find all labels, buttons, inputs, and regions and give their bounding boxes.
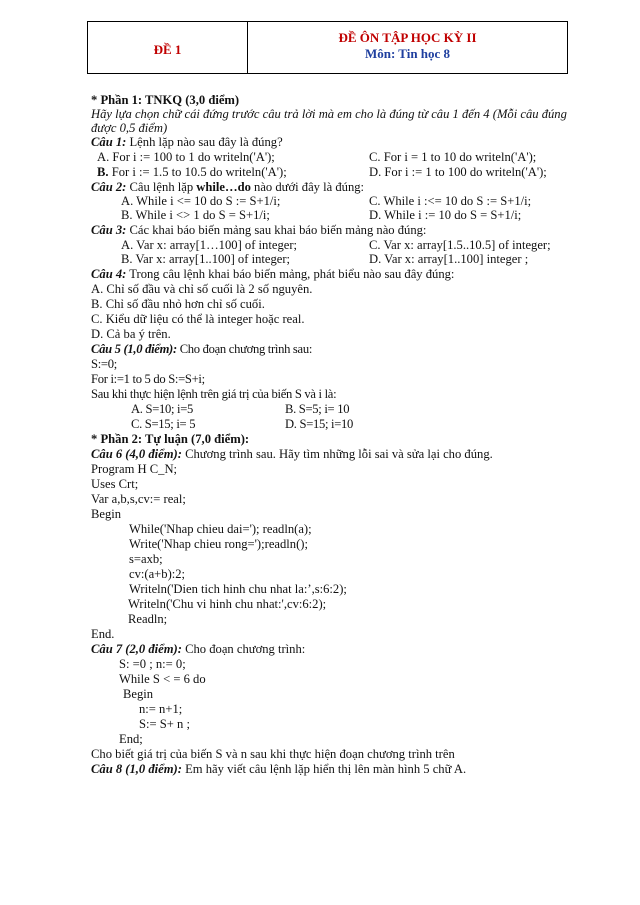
text-run: Câu 1: bbox=[91, 135, 127, 149]
text-line: D. For i := 1 to 100 do writeln('A'); bbox=[369, 165, 547, 179]
text-run: Trong câu lệnh khai báo biến mảng, phát biểu nào sau đây đúng: bbox=[126, 267, 455, 281]
text-line: C. For i = 1 to 10 do writeln('A'); bbox=[369, 150, 537, 164]
text-run: Câu 7 (2,0 điểm): bbox=[91, 642, 182, 656]
text-run: Chương trình sau. Hãy tìm những lỗi sai và sửa lại cho đúng. bbox=[181, 447, 493, 461]
text-line bbox=[91, 267, 454, 281]
text-run: For i := 1.5 to 10.5 do writeln('A'); bbox=[108, 165, 287, 179]
text-run: Lệnh lặp nào sau đây là đúng? bbox=[126, 135, 283, 149]
text-line: S:= S+ n ; bbox=[139, 717, 190, 731]
text-line: B. While i <> 1 do S = S+1/i; bbox=[121, 208, 270, 222]
text-run: nào dưới đây là đúng: bbox=[250, 180, 365, 194]
text-line: Var a,b,s,cv:= real; bbox=[91, 492, 186, 506]
text-line: A. Chỉ số đầu và chỉ số cuối là 2 số nguyên. bbox=[91, 282, 313, 296]
text-line bbox=[97, 165, 287, 179]
text-line: B. Chỉ số đầu nhỏ hơn chỉ số cuối. bbox=[91, 297, 265, 311]
text-run: Câu lệnh lặp bbox=[126, 180, 197, 194]
text-run: Câu 2: bbox=[91, 180, 127, 194]
text-line bbox=[91, 762, 466, 776]
text-line: While S < = 6 do bbox=[119, 672, 206, 686]
text-line: A. S=10; i=5 bbox=[131, 402, 194, 416]
text-line: Writeln('Chu vi hinh chu nhat:',cv:6:2); bbox=[128, 597, 327, 611]
text-line: D. Var x: array[1..100] integer ; bbox=[369, 252, 529, 266]
text-line bbox=[91, 447, 493, 461]
text-line bbox=[91, 135, 283, 149]
text-line: S: =0 ; n:= 0; bbox=[119, 657, 186, 671]
text-line: A. Var x: array[1…100] of integer; bbox=[121, 238, 298, 252]
text-line: Begin bbox=[123, 687, 154, 701]
text-run: Các khai báo biến mảng sau khai báo biến mảng nào đúng: bbox=[126, 223, 427, 237]
text-line: * Phần 2: Tự luận (7,0 điểm): bbox=[91, 432, 250, 446]
text-line bbox=[91, 342, 312, 356]
text-run: Cho đoạn chương trình: bbox=[181, 642, 306, 656]
text-run: Câu 8 (1,0 điểm): bbox=[91, 762, 182, 776]
text-line: C. S=15; i= 5 bbox=[131, 417, 196, 431]
text-run: while…do bbox=[196, 180, 251, 194]
text-run: Câu 5 (1,0 điểm): bbox=[91, 342, 177, 356]
text-line: Write('Nhap chieu rong=');readln(); bbox=[129, 537, 308, 551]
exam-subject: Môn: Tin học 8 bbox=[364, 46, 451, 61]
text-line: cv:(a+b):2; bbox=[129, 567, 186, 581]
exam-header-box bbox=[87, 21, 568, 74]
text-line bbox=[91, 642, 305, 656]
text-line: While('Nhap chieu dai='); readln(a); bbox=[129, 522, 312, 536]
text-line: For i:=1 to 5 do S:=S+i; bbox=[91, 372, 205, 386]
text-run: Em hãy viết câu lệnh lặp hiển thị lên màn hình 5 chữ A. bbox=[181, 762, 467, 776]
text-line: s=axb; bbox=[129, 552, 163, 566]
text-run: Câu 6 (4,0 điểm): bbox=[91, 447, 182, 461]
text-line: C. Kiểu dữ liệu có thể là integer hoặc real. bbox=[91, 312, 305, 326]
text-line: * Phần 1: TNKQ (3,0 điểm) bbox=[91, 93, 240, 107]
text-line: Sau khi thực hiện lệnh trên giá trị của biến S và i là: bbox=[91, 387, 337, 401]
text-line: Program H C_N; bbox=[91, 462, 178, 476]
text-line: được 0,5 điểm) bbox=[91, 121, 168, 135]
text-run: Câu 4: bbox=[91, 267, 127, 281]
text-run: Cho đoạn chương trình sau: bbox=[176, 342, 313, 356]
text-line: A. While i <= 10 do S := S+1/i; bbox=[121, 194, 281, 208]
text-line: D. S=15; i=10 bbox=[285, 417, 354, 431]
text-line: Begin bbox=[91, 507, 122, 521]
text-line bbox=[91, 180, 364, 194]
exam-title-block bbox=[248, 22, 567, 73]
text-line bbox=[91, 223, 426, 237]
text-line: C. Var x: array[1.5..10.5] of integer; bbox=[369, 238, 551, 252]
text-line: A. For i := 100 to 1 do writeln('A'); bbox=[97, 150, 275, 164]
text-line: n:= n+1; bbox=[139, 702, 183, 716]
text-line: Hãy lựa chọn chữ cái đứng trước câu trả lời mà em cho là đúng từ câu 1 đến 4 (Mỗi câu đúng bbox=[91, 107, 567, 121]
text-run: Câu 3: bbox=[91, 223, 127, 237]
text-line: S:=0; bbox=[91, 357, 117, 371]
text-line: End; bbox=[119, 732, 143, 746]
text-run: B. bbox=[97, 165, 109, 179]
text-line: D. While i := 10 do S = S+1/i; bbox=[369, 208, 522, 222]
text-line: Cho biết giá trị của biến S và n sau khi thực hiện đoạn chương trình trên bbox=[91, 747, 455, 761]
text-line: C. While i :<= 10 do S := S+1/i; bbox=[369, 194, 532, 208]
exam-code: ĐỀ 1 bbox=[88, 22, 248, 73]
text-line: Writeln('Dien tich hinh chu nhat la:’,s:6:2); bbox=[129, 582, 347, 596]
text-line: B. S=5; i= 10 bbox=[285, 402, 350, 416]
exam-title: ĐỀ ÔN TẬP HỌC KỲ II bbox=[338, 30, 477, 45]
text-line: Uses Crt; bbox=[91, 477, 139, 491]
text-line: Readln; bbox=[128, 612, 168, 626]
text-line: End. bbox=[91, 627, 115, 641]
text-line: D. Cả ba ý trên. bbox=[91, 327, 171, 341]
text-line: B. Var x: array[1..100] of integer; bbox=[121, 252, 291, 266]
